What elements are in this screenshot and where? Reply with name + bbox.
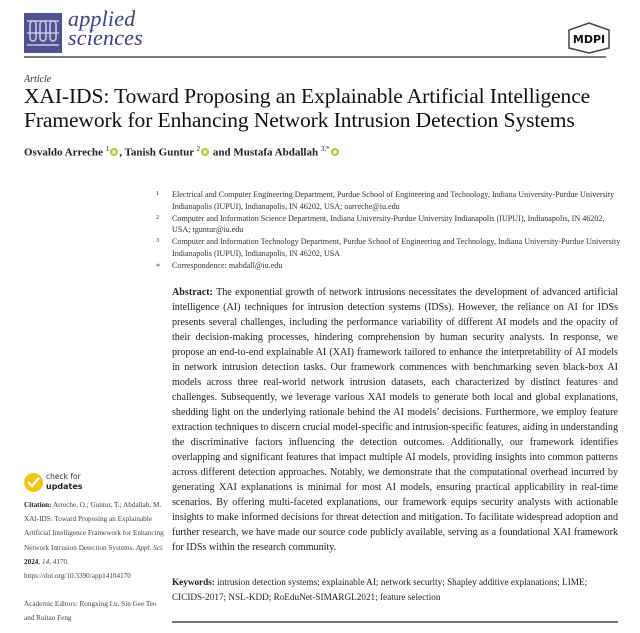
abstract-label: Abstract:	[172, 287, 213, 298]
affiliation-mark: 2	[156, 213, 160, 221]
citation-doi-link[interactable]: https://doi.org/10.3390/app14104170	[24, 572, 131, 581]
check-for-updates-button[interactable]	[24, 473, 94, 495]
abstract	[172, 285, 618, 555]
author-list	[24, 145, 340, 159]
check-updates-line1: check for	[46, 472, 81, 481]
author-affil-mark: 3,*	[320, 145, 330, 153]
affiliation-text: Computer and Information Science Department, Indiana University-Purdue University Indianapolis (IUPUI), Indianapolis, IN 46202, USA; tguntur@iu.edu	[172, 213, 605, 235]
checkmark-icon	[24, 473, 43, 492]
header-divider	[24, 56, 476, 58]
check-updates-line2: updates	[46, 482, 83, 491]
author-separator: and	[210, 146, 234, 159]
citation-article: , 4170.	[49, 557, 69, 566]
author-affil-mark: 1	[105, 145, 110, 153]
affiliation-text: Computer and Information Technology Department, Purdue School of Engineering and Technology, Indiana University-Purdue University Indianapolis (IUPUI), Indianapolis, IN 46202, USA	[172, 237, 621, 258]
journal-name-line2: sciences	[68, 25, 143, 50]
citation-year: 2024	[24, 557, 39, 566]
affiliation-item	[156, 213, 622, 237]
mdpi-logo	[566, 22, 612, 54]
journal-logo-icon	[24, 13, 62, 53]
affiliation-item	[156, 260, 622, 272]
author-name[interactable]: Tanish Guntur	[124, 146, 194, 159]
citation-volume: 14	[41, 557, 50, 566]
citation-label: Citation:	[24, 501, 52, 509]
citation-text: Arreche, O.; Guntur, T.; Abdallah, M. XAI-IDS: Toward Proposing an Explainable Artificial Intelligence Framework for Enhancing Network Intrusion Detection Systems.	[24, 501, 164, 552]
affiliation-mark: 3	[156, 237, 160, 245]
keywords-text: intrusion detection systems; explainable AI; network security; Shapley additive explanations; LIME; CICIDS-2017; NSL-KDD; RoEduNet-SIMARGL2021; feature selection	[172, 577, 588, 602]
orcid-icon[interactable]	[201, 148, 209, 156]
mdpi-logo-text: MDPI	[572, 33, 606, 46]
article-title: XAI-IDS: Toward Proposing an Explainable Artificial Intelligence Framework for Enhancing Network Intrusion Detection Systems	[24, 84, 591, 132]
keywords-label: Keywords:	[172, 577, 215, 587]
affiliation-mark: 1	[156, 190, 160, 197]
affiliations	[156, 189, 622, 272]
journal-name	[68, 6, 143, 50]
section-divider	[172, 621, 618, 623]
author-separator: ,	[119, 146, 125, 159]
affiliation-item	[156, 189, 622, 213]
article-type: Article	[24, 74, 52, 85]
author-name[interactable]: Mustafa Abdallah	[233, 146, 319, 159]
affiliation-item	[156, 236, 622, 260]
affiliation-mark: *	[156, 261, 160, 271]
author-name[interactable]: Osvaldo Arreche	[24, 146, 103, 159]
correspondence-text: Correspondence: mabdall@iu.edu	[172, 260, 283, 270]
citation-block: Citation: Arreche, O.; Guntur, T.; Abdallah, M. XAI-IDS: Toward Proposing an Explainable Artificial Intelligence Framework for Enhancing Network Intrusion Detection Systems. Appl. Sci. 2024, 14, 4170. https://doi.org/10.3390/app14104170	[24, 501, 164, 581]
abstract-text: The exponential growth of network intrusions necessitates the development of advanced artificial intelligence (AI) techniques for intrusion detection systems (IDSs). However, the reliance on AI for IDSs presents several challenges, including the performance variability of different AI models and the opacity of their decision-making processes, hindering comprehension by human security analysts. In response, we propose an end-to-end explainable AI (XAI) framework tailored to enhance the interpretability of AI models in network intrusion detection tasks. Our framework commences with benchmarking seven black-box AI models across three real-world network intrusion datasets, each characterized by distinct features and challenges. Subsequently, we leverage various XAI models to generate both local and global explanations, shedding light on the underlying rationale behind the AI models’ decisions. Furthermore, we employ feature extraction techniques to discern crucial model-specific and intrusion-specific features, aiding in understanding the discriminative factors influencing the detection outcomes. Additionally, our framework identifies overlapping and significant features that impact multiple AI models, providing insights into common patterns across different detection approaches. Notably, we demonstrate that the computational overhead incurred by generating XAI explanations is minimal for most AI models, ensuring practical applicability in real-time scenarios. By offering multi-faceted explanations, our framework equips security analysts with actionable insights to make informed decisions for threat detection and mitigation. To facilitate widespread adoption and further research, we have made our source code publicly available, serving as a foundational XAI framework for IDSs within the research community.	[172, 287, 619, 553]
orcid-icon[interactable]	[331, 148, 339, 156]
orcid-icon[interactable]	[110, 148, 118, 156]
affiliation-text: Electrical and Computer Engineering Department, Purdue School of Engineering and Technology, Indiana University-Purdue University Indianapolis (IUPUI), Indianapolis, IN 46202, USA; oarreche@iu.edu	[172, 190, 615, 211]
academic-editors: Academic Editors: Rongxing Lu, Sin Gee Teo and Ruitao Feng	[24, 600, 157, 623]
header-divider-right	[476, 56, 606, 58]
keywords	[172, 575, 618, 605]
citation-journal: Appl. Sci.	[136, 543, 164, 552]
journal-name-line1: applied	[68, 6, 136, 31]
author-affil-mark: 2	[196, 145, 201, 153]
